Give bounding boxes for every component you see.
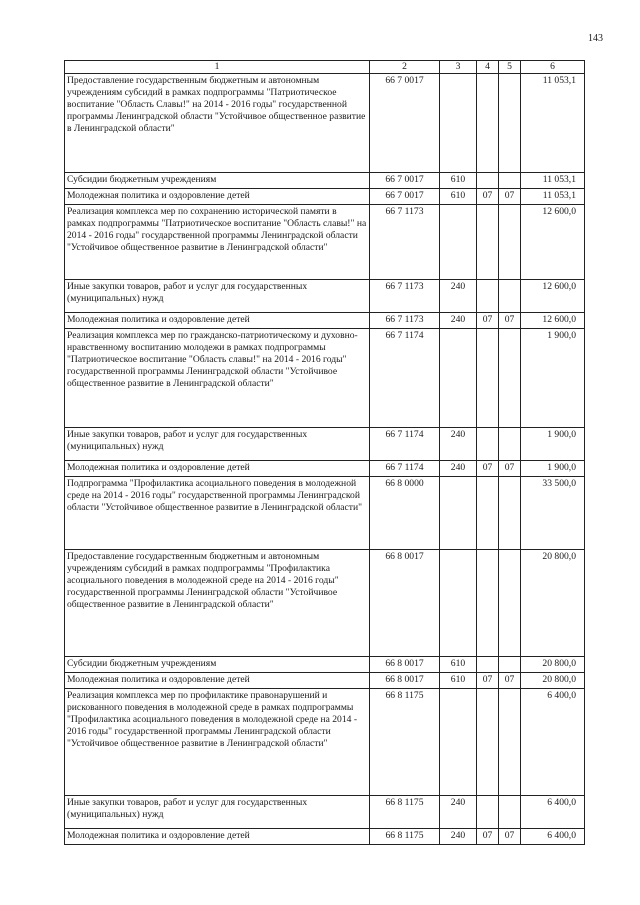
cell-code: 66 7 1173 — [370, 205, 440, 280]
cell-code: 66 8 0017 — [370, 673, 440, 689]
cell-vr: 610 — [440, 173, 477, 189]
cell-pr — [499, 550, 521, 657]
cell-rz — [477, 550, 499, 657]
cell-code: 66 7 1174 — [370, 428, 440, 461]
cell-pr — [499, 477, 521, 550]
cell-name: Молодежная политика и оздоровление детей — [65, 189, 370, 205]
cell-code: 66 8 0017 — [370, 657, 440, 673]
table-row — [65, 280, 585, 313]
cell-name: Молодежная политика и оздоровление детей — [65, 313, 370, 329]
header-cell: 4 — [477, 61, 499, 74]
cell-rz — [477, 74, 499, 173]
cell-vr — [440, 205, 477, 280]
cell-pr — [499, 205, 521, 280]
cell-vr: 240 — [440, 428, 477, 461]
cell-sum: 6 400,0 — [521, 829, 585, 845]
table-row — [65, 173, 585, 189]
cell-name: Предоставление государственным бюджетным и автономным учреждениям субсидий в рамках подпрограммы "Профилактика асоциального поведения в молодежной среде на 2014 - 2016 годы" государственной программы Ленинградской области "Устойчивое общественное развитие в Ленинградской области" — [65, 550, 370, 657]
table-row — [65, 477, 585, 550]
cell-name: Иные закупки товаров, работ и услуг для государственных (муниципальных) нужд — [65, 796, 370, 829]
cell-rz — [477, 477, 499, 550]
cell-pr — [499, 280, 521, 313]
cell-sum: 1 900,0 — [521, 428, 585, 461]
cell-name: Субсидии бюджетным учреждениям — [65, 173, 370, 189]
cell-pr — [499, 173, 521, 189]
cell-vr — [440, 477, 477, 550]
cell-sum: 12 600,0 — [521, 280, 585, 313]
cell-sum: 20 800,0 — [521, 550, 585, 657]
cell-sum: 33 500,0 — [521, 477, 585, 550]
cell-code: 66 8 1175 — [370, 689, 440, 796]
cell-code: 66 8 0017 — [370, 550, 440, 657]
table-row — [65, 329, 585, 428]
cell-pr — [499, 428, 521, 461]
cell-sum: 6 400,0 — [521, 689, 585, 796]
cell-code: 66 7 0017 — [370, 189, 440, 205]
cell-vr — [440, 74, 477, 173]
cell-code: 66 8 1175 — [370, 829, 440, 845]
table-row — [65, 550, 585, 657]
cell-sum: 12 600,0 — [521, 313, 585, 329]
table-row — [65, 461, 585, 477]
cell-rz — [477, 428, 499, 461]
cell-pr: 07 — [499, 673, 521, 689]
table-row — [65, 657, 585, 673]
table-row — [65, 673, 585, 689]
table-row — [65, 74, 585, 173]
cell-sum: 11 053,1 — [521, 189, 585, 205]
cell-name: Подпрограмма "Профилактика асоциального поведения в молодежной среде на 2014 - 2016 годы" государственной программы Ленинградской области "Устойчивое общественное развитие в Ленинградской области" — [65, 477, 370, 550]
table-row — [65, 313, 585, 329]
cell-sum: 11 053,1 — [521, 74, 585, 173]
cell-name: Иные закупки товаров, работ и услуг для государственных (муниципальных) нужд — [65, 428, 370, 461]
header-cell: 1 — [65, 61, 370, 74]
cell-rz — [477, 280, 499, 313]
cell-name: Предоставление государственным бюджетным и автономным учреждениям субсидий в рамках подпрограммы "Патриотическое воспитание "Область Славы!" на 2014 - 2016 годы" государственной программы Ленинградской области "Устойчивое общественное развитие в Ленинградской области" — [65, 74, 370, 173]
cell-code: 66 7 0017 — [370, 74, 440, 173]
cell-sum: 6 400,0 — [521, 796, 585, 829]
cell-rz: 07 — [477, 461, 499, 477]
cell-vr: 240 — [440, 313, 477, 329]
cell-sum: 11 053,1 — [521, 173, 585, 189]
cell-name: Реализация комплекса мер по сохранению исторической памяти в рамках подпрограммы "Патриотическое воспитание "Область славы!" на 2014 - 2016 годы" государственной программы Ленинградской области "Устойчивое общественное развитие в Ленинградской области" — [65, 205, 370, 280]
table-row — [65, 796, 585, 829]
cell-name: Реализация комплекса мер по гражданско-патриотическому и духовно-нравственному воспитанию молодежи в рамках подпрограммы "Патриотическое воспитание "Область славы!" на 2014 - 2016 годы" государственной программы Ленинградской области "Устойчивое общественное развитие в Ленинградской области" — [65, 329, 370, 428]
table-row — [65, 428, 585, 461]
cell-pr — [499, 796, 521, 829]
cell-vr: 240 — [440, 829, 477, 845]
cell-sum: 20 800,0 — [521, 673, 585, 689]
cell-rz: 07 — [477, 673, 499, 689]
cell-code: 66 7 1174 — [370, 329, 440, 428]
header-cell: 3 — [440, 61, 477, 74]
cell-vr: 610 — [440, 189, 477, 205]
cell-rz: 07 — [477, 829, 499, 845]
header-row — [65, 61, 585, 74]
cell-pr — [499, 329, 521, 428]
cell-sum: 1 900,0 — [521, 461, 585, 477]
header-cell: 6 — [521, 61, 585, 74]
cell-pr: 07 — [499, 829, 521, 845]
cell-name: Реализация комплекса мер по профилактике правонарушений и рискованного поведения в молодежной среде в рамках подпрограммы "Профилактика асоциального поведения в молодежной среде на 2014 - 2016 годы" государственной программы Ленинградской области "Устойчивое общественное развитие в Ленинградской области" — [65, 689, 370, 796]
cell-code: 66 8 0000 — [370, 477, 440, 550]
cell-rz — [477, 173, 499, 189]
cell-pr: 07 — [499, 461, 521, 477]
cell-rz — [477, 796, 499, 829]
cell-code: 66 7 1174 — [370, 461, 440, 477]
cell-vr — [440, 689, 477, 796]
page-number: 143 — [588, 33, 603, 44]
cell-name: Молодежная политика и оздоровление детей — [65, 461, 370, 477]
cell-vr — [440, 550, 477, 657]
cell-rz — [477, 657, 499, 673]
cell-vr: 240 — [440, 461, 477, 477]
cell-rz: 07 — [477, 313, 499, 329]
cell-code: 66 8 1175 — [370, 796, 440, 829]
cell-pr: 07 — [499, 313, 521, 329]
cell-pr — [499, 689, 521, 796]
cell-sum: 20 800,0 — [521, 657, 585, 673]
cell-vr: 610 — [440, 657, 477, 673]
table-row — [65, 689, 585, 796]
cell-vr: 240 — [440, 796, 477, 829]
cell-rz: 07 — [477, 189, 499, 205]
header-cell: 2 — [370, 61, 440, 74]
table-row — [65, 829, 585, 845]
cell-code: 66 7 1173 — [370, 280, 440, 313]
cell-code: 66 7 1173 — [370, 313, 440, 329]
cell-name: Иные закупки товаров, работ и услуг для государственных (муниципальных) нужд — [65, 280, 370, 313]
budget-table — [64, 60, 585, 845]
cell-pr: 07 — [499, 189, 521, 205]
cell-rz — [477, 689, 499, 796]
cell-vr — [440, 329, 477, 428]
cell-name: Молодежная политика и оздоровление детей — [65, 673, 370, 689]
cell-sum: 1 900,0 — [521, 329, 585, 428]
cell-vr: 240 — [440, 280, 477, 313]
cell-pr — [499, 74, 521, 173]
cell-name: Субсидии бюджетным учреждениям — [65, 657, 370, 673]
cell-name: Молодежная политика и оздоровление детей — [65, 829, 370, 845]
cell-rz — [477, 329, 499, 428]
cell-rz — [477, 205, 499, 280]
table-row — [65, 205, 585, 280]
cell-vr: 610 — [440, 673, 477, 689]
cell-code: 66 7 0017 — [370, 173, 440, 189]
cell-sum: 12 600,0 — [521, 205, 585, 280]
cell-pr — [499, 657, 521, 673]
table-row — [65, 189, 585, 205]
header-cell: 5 — [499, 61, 521, 74]
